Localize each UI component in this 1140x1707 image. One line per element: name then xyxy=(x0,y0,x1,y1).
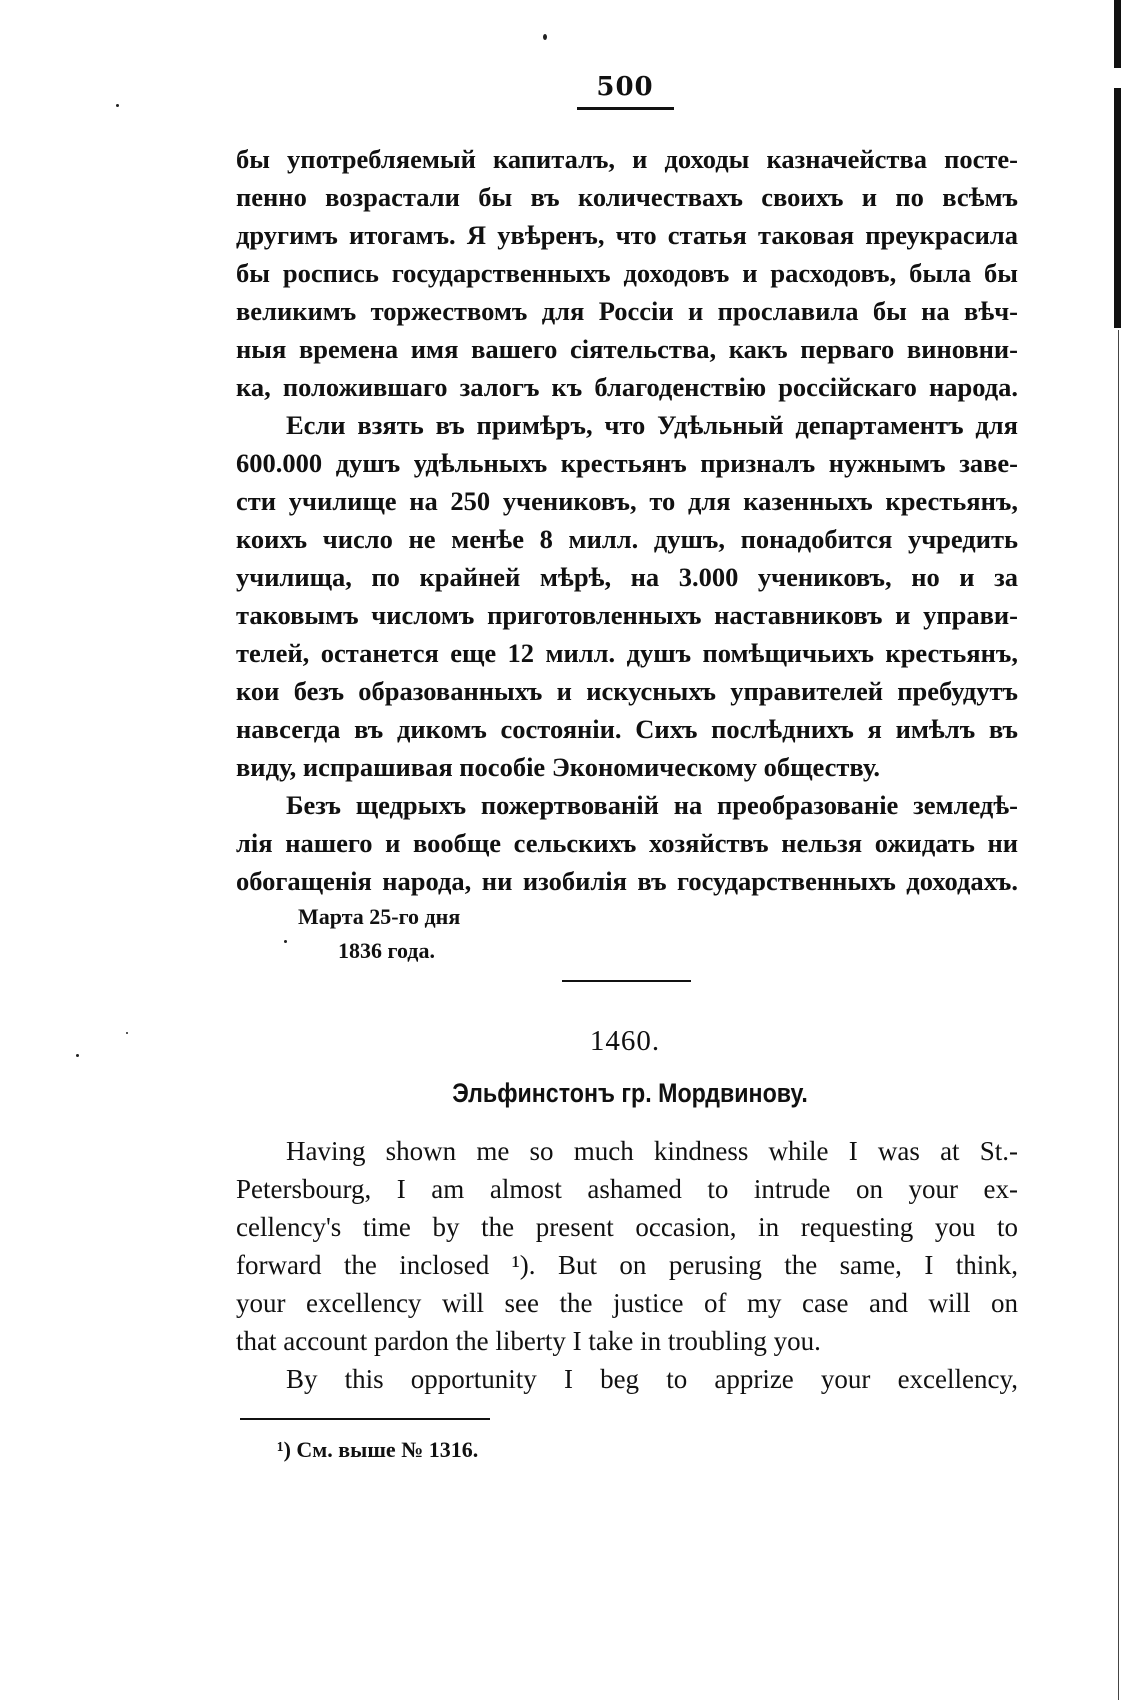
page-number: 500 xyxy=(596,72,654,102)
section-divider xyxy=(562,980,691,982)
scan-speck xyxy=(126,1032,128,1034)
text-line: телей, останется еще 12 милл. душъ помѣщичьихъ крестьянъ, xyxy=(236,638,1018,668)
text-line: 600.000 душъ удѣльныхъ крестьянъ призналъ нужнымъ заве- xyxy=(236,448,1018,478)
text-line: Если взять въ примѣръ, что Удѣльный департаментъ для xyxy=(286,410,1018,440)
binding-edge-line xyxy=(1118,330,1119,1700)
text-line: бы употребляемый капиталъ, и доходы казначейства посте- xyxy=(236,144,1018,174)
scan-speck xyxy=(543,34,547,40)
text-line: виду, испрашивая пособіе Экономическому обществу. xyxy=(236,752,881,782)
letter-year-line: 1836 года. xyxy=(338,938,435,963)
text-line: великимъ торжествомъ для Россіи и прославила бы на вѣч- xyxy=(236,296,1018,326)
text-line: forward the inclosed ¹). But on perusing the same, I think, xyxy=(236,1250,1018,1280)
text-line: навсегда въ дикомъ состояніи. Сихъ послѣднихъ я имѣлъ въ xyxy=(236,714,1018,744)
text-line: обогащенія народа, ни изобилія въ государственныхъ доходахъ. xyxy=(236,866,1018,896)
text-line: your excellency will see the justice of my case and will on xyxy=(236,1288,1018,1318)
english-letter-text xyxy=(236,1132,1018,1398)
text-line: бы роспись государственныхъ доходовъ и расходовъ, была бы xyxy=(236,258,1018,288)
text-line: коихъ число не менѣе 8 милл. душъ, понадобится учредить xyxy=(236,524,1018,554)
scan-speck xyxy=(76,1054,79,1057)
text-line: Having shown me so much kindness while I was at St.- xyxy=(286,1136,1018,1166)
text-line: By this opportunity I beg to apprize your excellency, xyxy=(286,1364,1018,1394)
text-line: ныя времена имя вашего сіятельства, какъ перваго виновни- xyxy=(236,334,1018,364)
text-line: другимъ итогамъ. Я увѣренъ, что статья таковая преукрасила xyxy=(236,220,1018,250)
text-line: училища, по крайней мѣрѣ, на 3.000 учениковъ, но и за xyxy=(236,562,1018,592)
text-line: Безъ щедрыхъ пожертвованій на преобразованіе земледѣ- xyxy=(286,790,1018,820)
footnote: ¹) См. выше № 1316. xyxy=(277,1437,479,1462)
text-line: пенно возрастали бы въ количествахъ своихъ и по всѣмъ xyxy=(236,182,1018,212)
document-heading: Эльфинстонъ гр. Мордвинову. xyxy=(452,1078,808,1108)
binding-shadow-middle xyxy=(1114,88,1121,328)
text-line: cellency's time by the present occasion, in requesting you to xyxy=(236,1212,1018,1242)
text-line: Petersbourg, I am almost ashamed to intrude on your ex- xyxy=(236,1174,1018,1204)
scan-binding-edge xyxy=(1110,0,1122,1707)
russian-letter-text xyxy=(236,140,1018,900)
scan-speck xyxy=(116,104,119,107)
footnote-divider xyxy=(240,1418,490,1420)
page-number-underline xyxy=(577,107,674,110)
document-number: 1460. xyxy=(589,1025,661,1057)
scan-speck xyxy=(284,940,287,943)
letter-date-line: Марта 25-го дня xyxy=(298,904,461,929)
text-line: таковымъ числомъ приготовленныхъ наставниковъ и управи- xyxy=(236,600,1018,630)
text-line: сти училище на 250 учениковъ, то для казенныхъ крестьянъ, xyxy=(236,486,1018,516)
text-line: that account pardon the liberty I take in troubling you. xyxy=(236,1326,821,1356)
text-line: ка, положившаго залогъ къ благоденствію россійскаго народа. xyxy=(236,372,1018,402)
text-line: лія нашего и вообще сельскихъ хозяйствъ нельзя ожидать ни xyxy=(236,828,1018,858)
text-line: кои безъ образованныхъ и искусныхъ управителей пребудутъ xyxy=(236,676,1018,706)
binding-shadow-top xyxy=(1114,0,1121,68)
